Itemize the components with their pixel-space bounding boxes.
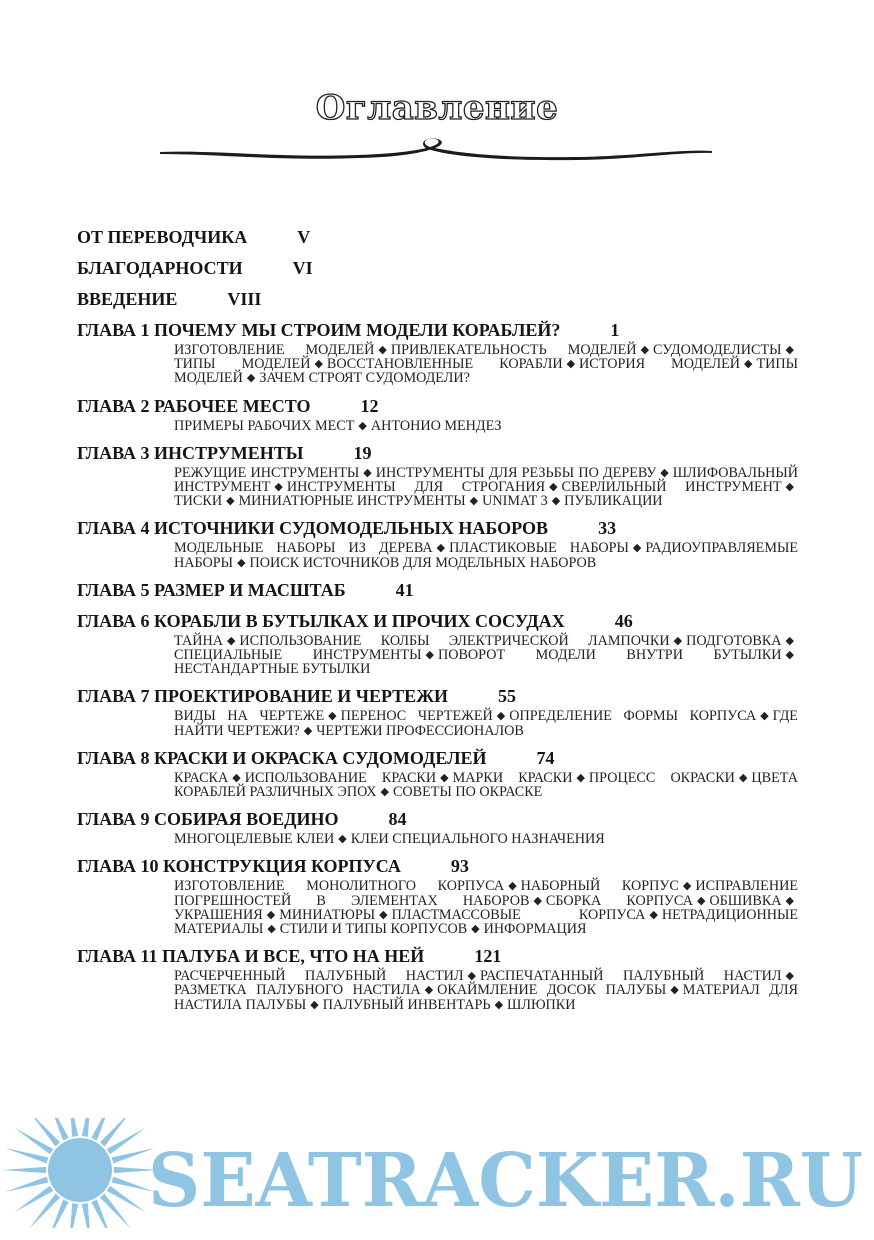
- toc-heading[interactable]: [77, 319, 802, 341]
- diamond-bullet-icon: ◆: [328, 710, 337, 723]
- diamond-bullet-icon: ◆: [310, 998, 319, 1011]
- diamond-bullet-icon: ◆: [632, 542, 642, 555]
- diamond-bullet-icon: ◆: [363, 466, 372, 479]
- toc-subsection-item: МНОГОЦЕЛЕВЫЕ КЛЕИ: [174, 831, 335, 848]
- toc-entry: [77, 442, 802, 509]
- toc-entry: [77, 226, 802, 248]
- toc-entry: [77, 288, 802, 310]
- toc-subsection-item: КРАСКА: [174, 769, 229, 786]
- diamond-bullet-icon: ◆: [673, 634, 683, 647]
- sun-burst-icon: [2, 1118, 158, 1228]
- toc-subsection-item: ПЛАСТМАССОВЫЕ КОРПУСА: [391, 906, 646, 923]
- diamond-bullet-icon: ◆: [425, 649, 434, 662]
- toc-subsection-item: ЗАЧЕМ СТРОЯТ СУДОМОДЕЛИ?: [259, 370, 470, 387]
- toc-subsection-item: ПРИВЛЕКАТЕЛЬНОСТЬ МОДЕЛЕЙ: [390, 342, 637, 358]
- toc-page-number: 93: [450, 856, 469, 877]
- toc-heading-text: БЛАГОДАРНОСТИ: [77, 258, 243, 278]
- diamond-bullet-icon: ◆: [469, 495, 479, 508]
- toc-entry: [77, 257, 802, 279]
- toc-page-number: 46: [614, 610, 633, 631]
- toc-subsections: [174, 343, 798, 386]
- diamond-bullet-icon: ◆: [471, 923, 480, 936]
- toc-subsection-item: НЕТРАДИЦИОННЫЕ МАТЕРИАЛЫ: [174, 906, 798, 938]
- diamond-bullet-icon: ◆: [232, 771, 241, 784]
- toc-subsection-item: ИСПОЛЬЗОВАНИЕ КРАСКИ: [244, 769, 437, 786]
- toc-page-number: 121: [474, 946, 502, 967]
- toc-heading-text: ГЛАВА 5 РАЗМЕР И МАСШТАБ: [77, 579, 346, 600]
- toc-subsection-item: ТИПЫ МОДЕЛЕЙ: [174, 356, 798, 387]
- diamond-bullet-icon: ◆: [246, 372, 256, 385]
- toc-entry: [77, 855, 802, 936]
- toc-subsection-item: СВЕРЛИЛЬНЫЙ ИНСТРУМЕНТ: [561, 479, 782, 496]
- toc-page-number: 19: [353, 442, 372, 463]
- diamond-bullet-icon: ◆: [551, 495, 561, 508]
- toc-page-number: VI: [292, 258, 313, 278]
- toc-entry: [77, 610, 802, 677]
- toc-page-number: 84: [388, 809, 407, 830]
- toc-subsection-item: UNIMAT 3: [482, 493, 548, 510]
- watermark-text: SEATRACKER.RU: [148, 1138, 863, 1224]
- toc-heading-text: ВВЕДЕНИЕ: [77, 289, 178, 309]
- toc-subsection-item: ИНФОРМАЦИЯ: [483, 921, 587, 938]
- toc-subsection-item: СУДОМОДЕЛИСТЫ: [653, 342, 782, 358]
- diamond-bullet-icon: ◆: [760, 710, 769, 723]
- toc-heading[interactable]: [77, 747, 802, 769]
- toc-subsection-item: РАСЧЕРЧЕННЫЙ ПАЛУБНЫЙ НАСТИЛ: [174, 968, 464, 985]
- diamond-bullet-icon: ◆: [660, 466, 669, 479]
- toc-subsection-item: ПУБЛИКАЦИИ: [564, 493, 663, 510]
- toc-subsection-item: ОПРЕДЕЛЕНИЕ ФОРМЫ КОРПУСА: [509, 708, 757, 725]
- toc-page-number: 41: [395, 579, 414, 600]
- toc-subsection-item: ИСТОРИЯ МОДЕЛЕЙ: [579, 356, 740, 373]
- toc-subsection-item: ПОДГОТОВКА: [686, 632, 782, 649]
- title-flourish: [158, 136, 714, 162]
- diamond-bullet-icon: ◆: [785, 634, 794, 647]
- diamond-bullet-icon: ◆: [467, 970, 476, 983]
- diamond-bullet-icon: ◆: [274, 481, 283, 494]
- diamond-bullet-icon: ◆: [314, 358, 323, 371]
- toc-subsection-item: ПЛАСТИКОВЫЕ НАБОРЫ: [449, 540, 629, 557]
- diamond-bullet-icon: ◆: [785, 894, 794, 907]
- toc-subsection-item: КЛЕИ СПЕЦИАЛЬНОГО НАЗНАЧЕНИЯ: [350, 831, 605, 848]
- toc-subsection-item: ВИДЫ НА ЧЕРТЕЖЕ: [174, 708, 325, 725]
- toc-heading[interactable]: [77, 945, 802, 967]
- diamond-bullet-icon: ◆: [566, 358, 576, 371]
- toc-subsections: [174, 541, 798, 569]
- diamond-bullet-icon: ◆: [785, 344, 794, 356]
- toc-subsection-item: СПЕЦИАЛЬНЫЕ ИНСТРУМЕНТЫ: [174, 647, 422, 664]
- toc-subsection-item: ЧЕРТЕЖИ ПРОФЕССИОНАЛОВ: [316, 722, 524, 739]
- toc-subsections: [174, 466, 798, 509]
- diamond-bullet-icon: ◆: [267, 923, 276, 936]
- toc-subsections: [174, 419, 798, 433]
- diamond-bullet-icon: ◆: [682, 880, 692, 893]
- toc-subsection-item: ОКАЙМЛЕНИЕ ДОСОК ПАЛУБЫ: [437, 982, 667, 999]
- toc-subsection-item: СОВЕТЫ ПО ОКРАСКЕ: [392, 784, 543, 801]
- toc-subsection-item: РАЗМЕТКА ПАЛУБНОГО НАСТИЛА: [174, 982, 421, 999]
- toc-subsection-item: ГДЕ НАЙТИ ЧЕРТЕЖИ?: [174, 708, 798, 739]
- toc-subsection-item: ШЛЮПКИ: [507, 996, 576, 1013]
- diamond-bullet-icon: ◆: [378, 344, 387, 356]
- toc-entry: [77, 517, 802, 569]
- toc-subsection-item: ТАЙНА: [174, 632, 223, 649]
- diamond-bullet-icon: ◆: [508, 880, 517, 893]
- diamond-bullet-icon: ◆: [380, 786, 389, 799]
- toc-heading[interactable]: [77, 288, 802, 310]
- toc-heading-text: ГЛАВА 2 РАБОЧЕЕ МЕСТО: [77, 395, 311, 416]
- toc-subsection-item: ИСПРАВЛЕНИЕ ПОГРЕШНОСТЕЙ В ЭЛЕМЕНТАХ НАБОРОВ: [174, 878, 798, 909]
- toc-page-number: 12: [360, 395, 379, 416]
- toc-subsection-item: ИЗГОТОВЛЕНИЕ МОДЕЛЕЙ: [174, 342, 375, 358]
- toc-entry: [77, 395, 802, 433]
- toc-subsection-item: РАСПЕЧАТАННЫЙ ПАЛУБНЫЙ НАСТИЛ: [479, 968, 782, 985]
- toc-subsection-item: ИЗГОТОВЛЕНИЕ МОНОЛИТНОГО КОРПУСА: [174, 878, 505, 895]
- toc-subsections: [174, 879, 798, 936]
- diamond-bullet-icon: ◆: [785, 970, 794, 983]
- diamond-bullet-icon: ◆: [670, 984, 679, 997]
- toc-subsections: [174, 771, 798, 799]
- toc-subsection-item: ПАЛУБНЫЙ ИНВЕНТАРЬ: [322, 996, 491, 1013]
- toc-subsection-item: ШЛИФОВАЛЬНЫЙ ИНСТРУМЕНТ: [174, 464, 798, 496]
- diamond-bullet-icon: ◆: [424, 984, 434, 997]
- toc-heading[interactable]: [77, 226, 802, 248]
- toc-subsection-item: РЕЖУЩИЕ ИНСТРУМЕНТЫ: [174, 464, 360, 481]
- toc-subsection-item: ПЕРЕНОС ЧЕРТЕЖЕЙ: [340, 708, 493, 725]
- toc-subsection-item: НЕСТАНДАРТНЫЕ БУТЫЛКИ: [174, 661, 371, 678]
- toc-subsection-item: МОДЕЛЬНЫЕ НАБОРЫ ИЗ ДЕРЕВА: [174, 540, 433, 557]
- toc-subsections: [174, 832, 798, 846]
- watermark: [0, 1118, 874, 1228]
- page-title: Оглавление: [315, 88, 559, 128]
- toc-subsection-item: ПОИСК ИСТОЧНИКОВ ДЛЯ МОДЕЛЬНЫХ НАБОРОВ: [249, 554, 597, 571]
- toc-subsection-item: СТИЛИ И ТИПЫ КОРПУСОВ: [279, 921, 468, 938]
- toc-subsection-item: ПРОЦЕСС ОКРАСКИ: [588, 769, 735, 786]
- toc-page-number: V: [297, 227, 311, 247]
- toc-page-number: 55: [498, 686, 516, 707]
- toc-heading-text: ГЛАВА 3 ИНСТРУМЕНТЫ: [77, 442, 304, 463]
- toc-subsection-item: МИНИАТЮРНЫЕ ИНСТРУМЕНТЫ: [238, 493, 466, 510]
- toc-heading[interactable]: [77, 517, 802, 539]
- diamond-bullet-icon: ◆: [440, 771, 449, 784]
- diamond-bullet-icon: ◆: [549, 481, 558, 494]
- toc-entry: [77, 747, 802, 799]
- toc-subsection-item: ПОВОРОТ МОДЕЛИ ВНУТРИ БУТЫЛКИ: [437, 647, 782, 664]
- toc-entry: [77, 685, 802, 737]
- diamond-bullet-icon: ◆: [237, 556, 246, 569]
- toc-subsection-item: ВОССТАНОВЛЕННЫЕ КОРАБЛИ: [326, 356, 563, 373]
- toc-heading-text: ГЛАВА 6 КОРАБЛИ В БУТЫЛКАХ И ПРОЧИХ СОСУДАХ: [77, 610, 565, 631]
- diamond-bullet-icon: ◆: [696, 894, 706, 907]
- toc-subsections: [174, 709, 798, 737]
- toc-subsection-item: НАБОРНЫЙ КОРПУС: [520, 878, 679, 895]
- toc-heading[interactable]: [77, 257, 802, 279]
- toc-page-number: 33: [598, 518, 617, 539]
- toc-subsection-item: ТИСКИ: [174, 493, 223, 510]
- diamond-bullet-icon: ◆: [496, 710, 506, 723]
- toc-entry: [77, 319, 802, 386]
- toc-heading-text: ГЛАВА 10 КОНСТРУКЦИЯ КОРПУСА: [77, 856, 401, 877]
- toc-subsections: [174, 969, 798, 1012]
- toc-heading-text: ГЛАВА 8 КРАСКИ И ОКРАСКА СУДОМОДЕЛЕЙ: [77, 747, 487, 768]
- toc-subsection-item: ИНСТРУМЕНТЫ ДЛЯ РЕЗЬБЫ ПО ДЕРЕВУ: [375, 464, 657, 481]
- toc-subsection-item: ИСПОЛЬЗОВАНИЕ КОЛБЫ ЭЛЕКТРИЧЕСКОЙ ЛАМПОЧКИ: [239, 632, 670, 649]
- table-of-contents: [77, 226, 802, 1021]
- toc-heading[interactable]: [77, 685, 802, 707]
- toc-heading[interactable]: [77, 442, 802, 464]
- diamond-bullet-icon: ◆: [494, 998, 504, 1011]
- diamond-bullet-icon: ◆: [436, 542, 446, 555]
- toc-subsection-item: АНТОНИО МЕНДЕЗ: [370, 417, 502, 434]
- diamond-bullet-icon: ◆: [338, 833, 347, 846]
- diamond-bullet-icon: ◆: [226, 495, 235, 508]
- toc-subsection-item: ОБШИВКА: [709, 892, 782, 909]
- diamond-bullet-icon: ◆: [379, 908, 388, 921]
- toc-heading-text: ОТ ПЕРЕВОДЧИКА: [77, 227, 248, 247]
- diamond-bullet-icon: ◆: [785, 481, 795, 494]
- toc-subsection-item: МАТЕРИАЛ ДЛЯ НАСТИЛА ПАЛУБЫ: [174, 982, 798, 1013]
- diamond-bullet-icon: ◆: [785, 649, 794, 662]
- toc-subsection-item: ИНСТРУМЕНТЫ ДЛЯ СТРОГАНИЯ: [286, 479, 546, 496]
- toc-subsection-item: МИНИАТЮРЫ: [279, 906, 376, 923]
- toc-heading[interactable]: [77, 579, 802, 601]
- toc-heading-text: ГЛАВА 7 ПРОЕКТИРОВАНИЕ И ЧЕРТЕЖИ: [77, 686, 448, 707]
- toc-heading-text: ГЛАВА 11 ПАЛУБА И ВСЕ, ЧТО НА НЕЙ: [77, 946, 425, 967]
- diamond-bullet-icon: ◆: [303, 724, 313, 737]
- toc-subsections: [174, 634, 798, 677]
- toc-heading-text: ГЛАВА 9 СОБИРАЯ ВОЕДИНО: [77, 809, 339, 830]
- toc-subsection-item: ЦВЕТА КОРАБЛЕЙ РАЗЛИЧНЫХ ЭПОХ: [174, 769, 798, 801]
- diamond-bullet-icon: ◆: [358, 419, 367, 432]
- diamond-bullet-icon: ◆: [266, 908, 276, 921]
- diamond-bullet-icon: ◆: [649, 908, 658, 921]
- toc-heading-text: ГЛАВА 1 ПОЧЕМУ МЫ СТРОИМ МОДЕЛИ КОРАБЛЕЙ?: [77, 320, 561, 340]
- toc-subsection-item: СБОРКА КОРПУСА: [545, 892, 693, 909]
- diamond-bullet-icon: ◆: [744, 358, 753, 371]
- toc-entry: [77, 945, 802, 1012]
- diamond-bullet-icon: ◆: [738, 771, 748, 784]
- toc-entry: [77, 808, 802, 846]
- toc-subsection-item: МАРКИ КРАСКИ: [452, 769, 573, 786]
- toc-subsection-item: РАДИОУПРАВЛЯЕМЫЕ НАБОРЫ: [174, 540, 798, 571]
- toc-heading-text: ГЛАВА 4 ИСТОЧНИКИ СУДОМОДЕЛЬНЫХ НАБОРОВ: [77, 518, 549, 539]
- toc-page-number: 74: [536, 747, 555, 768]
- toc-subsection-item: УКРАШЕНИЯ: [174, 906, 263, 923]
- toc-entry: [77, 579, 802, 601]
- toc-page-number: 1: [610, 320, 620, 340]
- toc-subsection-item: ТИПЫ МОДЕЛЕЙ: [174, 356, 311, 373]
- diamond-bullet-icon: ◆: [640, 344, 650, 356]
- diamond-bullet-icon: ◆: [576, 771, 585, 784]
- toc-subsection-item: ПРИМЕРЫ РАБОЧИХ МЕСТ: [174, 417, 355, 434]
- toc-page-number: VIII: [227, 289, 262, 309]
- diamond-bullet-icon: ◆: [226, 634, 236, 647]
- toc-heading[interactable]: [77, 610, 802, 632]
- diamond-bullet-icon: ◆: [533, 894, 542, 907]
- toc-heading[interactable]: [77, 855, 802, 877]
- toc-heading[interactable]: [77, 395, 802, 417]
- toc-heading[interactable]: [77, 808, 802, 830]
